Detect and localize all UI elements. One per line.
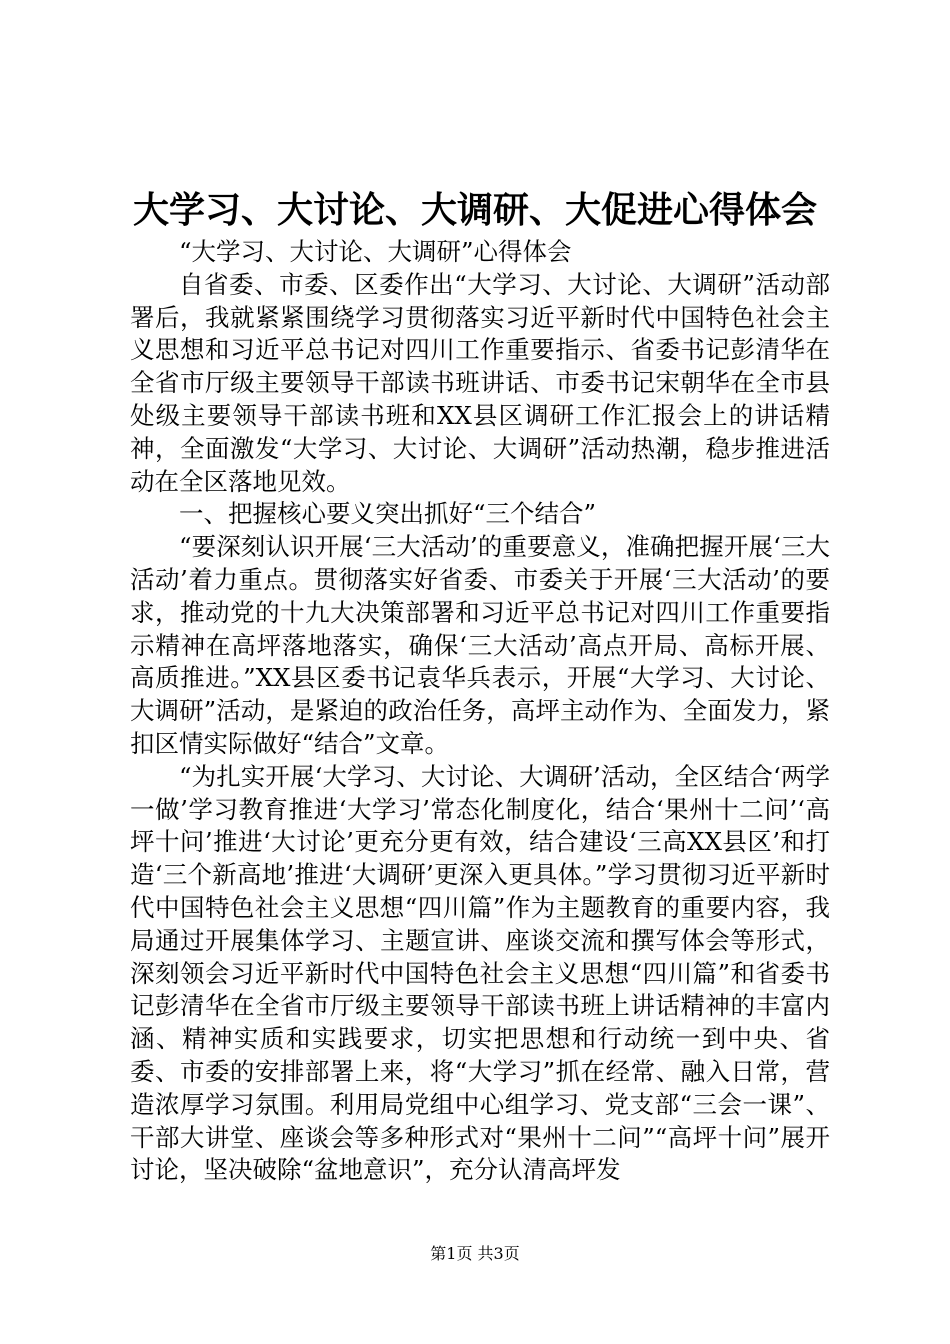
document-title: 大学习、大讨论、大调研、大促进心得体会 xyxy=(132,189,817,231)
paragraph-intro: 自省委、市委、区委作出“大学习、大讨论、大调研”活动部署后，我就紧紧围绕学习贯彻落实习近平新时代中国特色社会主义思想和习近平总书记对四川工作重要指示、省委书记彭清华在全省市厅级主要领导干部读书班讲话、市委书记宋朝华在全市县处级主要领导干部读书班和XX县区调研工作汇报会上的讲话精神，全面激发“大学习、大讨论、大调研”活动热潮，稳步推进活动在全区落地见效。 xyxy=(130,269,830,496)
paragraph-subtitle: “大学习、大讨论、大调研”心得体会 xyxy=(179,237,572,266)
document-body xyxy=(130,236,830,1187)
page-footer: 第1页 共3页 xyxy=(430,1244,520,1263)
section-heading: 一、把握核心要义突出抓好“三个结合” xyxy=(179,499,597,529)
paragraph: “要深刻认识开展‘三大活动’的重要意义，准确把握开展‘三大活动’着力重点。贯彻落实好省委、市委关于开展‘三大活动’的要求，推动党的十九大决策部署和习近平总书记对四川工作重要指示精神在高坪落地落实，确保‘三大活动’高点开局、高标开展、高质推进。”XX县区委书记袁华兵表示，开展“大学习、大讨论、大调研”活动，是紧迫的政治任务，高坪主动作为、全面发力，紧扣区情实际做好“结合”文章。 xyxy=(130,532,830,758)
paragraph: “为扎实开展‘大学习、大讨论、大调研’活动，全区结合‘两学一做’学习教育推进‘大学习’常态化制度化，结合‘果州十二问’‘高坪十问’推进‘大讨论’更充分更有效，结合建设‘三高XX县区’和打造‘三个新高地’推进‘大调研’更深入更具体。”学习贯彻习近平新时代中国特色社会主义思想“四川篇”作为主题教育的重要内容，我局通过开展集体学习、主题宣讲、座谈交流和撰写体会等形式，深刻领会习近平新时代中国特色社会主义思想“四川篇”和省委书记彭清华在全省市厅级主要领导干部读书班上讲话精神的丰富内涵、精神实质和实践要求，切实把思想和行动统一到中央、省委、市委的安排部署上来，将“大学习”抓在经常、融入日常，营造浓厚学习氛围。利用局党组中心组学习、党支部“三会一课”、干部大讲堂、座谈会等多种形式对“果州十二问”“高坪十问”展开讨论，坚决破除“盆地意识”，充分认清高坪发 xyxy=(130,761,830,1185)
